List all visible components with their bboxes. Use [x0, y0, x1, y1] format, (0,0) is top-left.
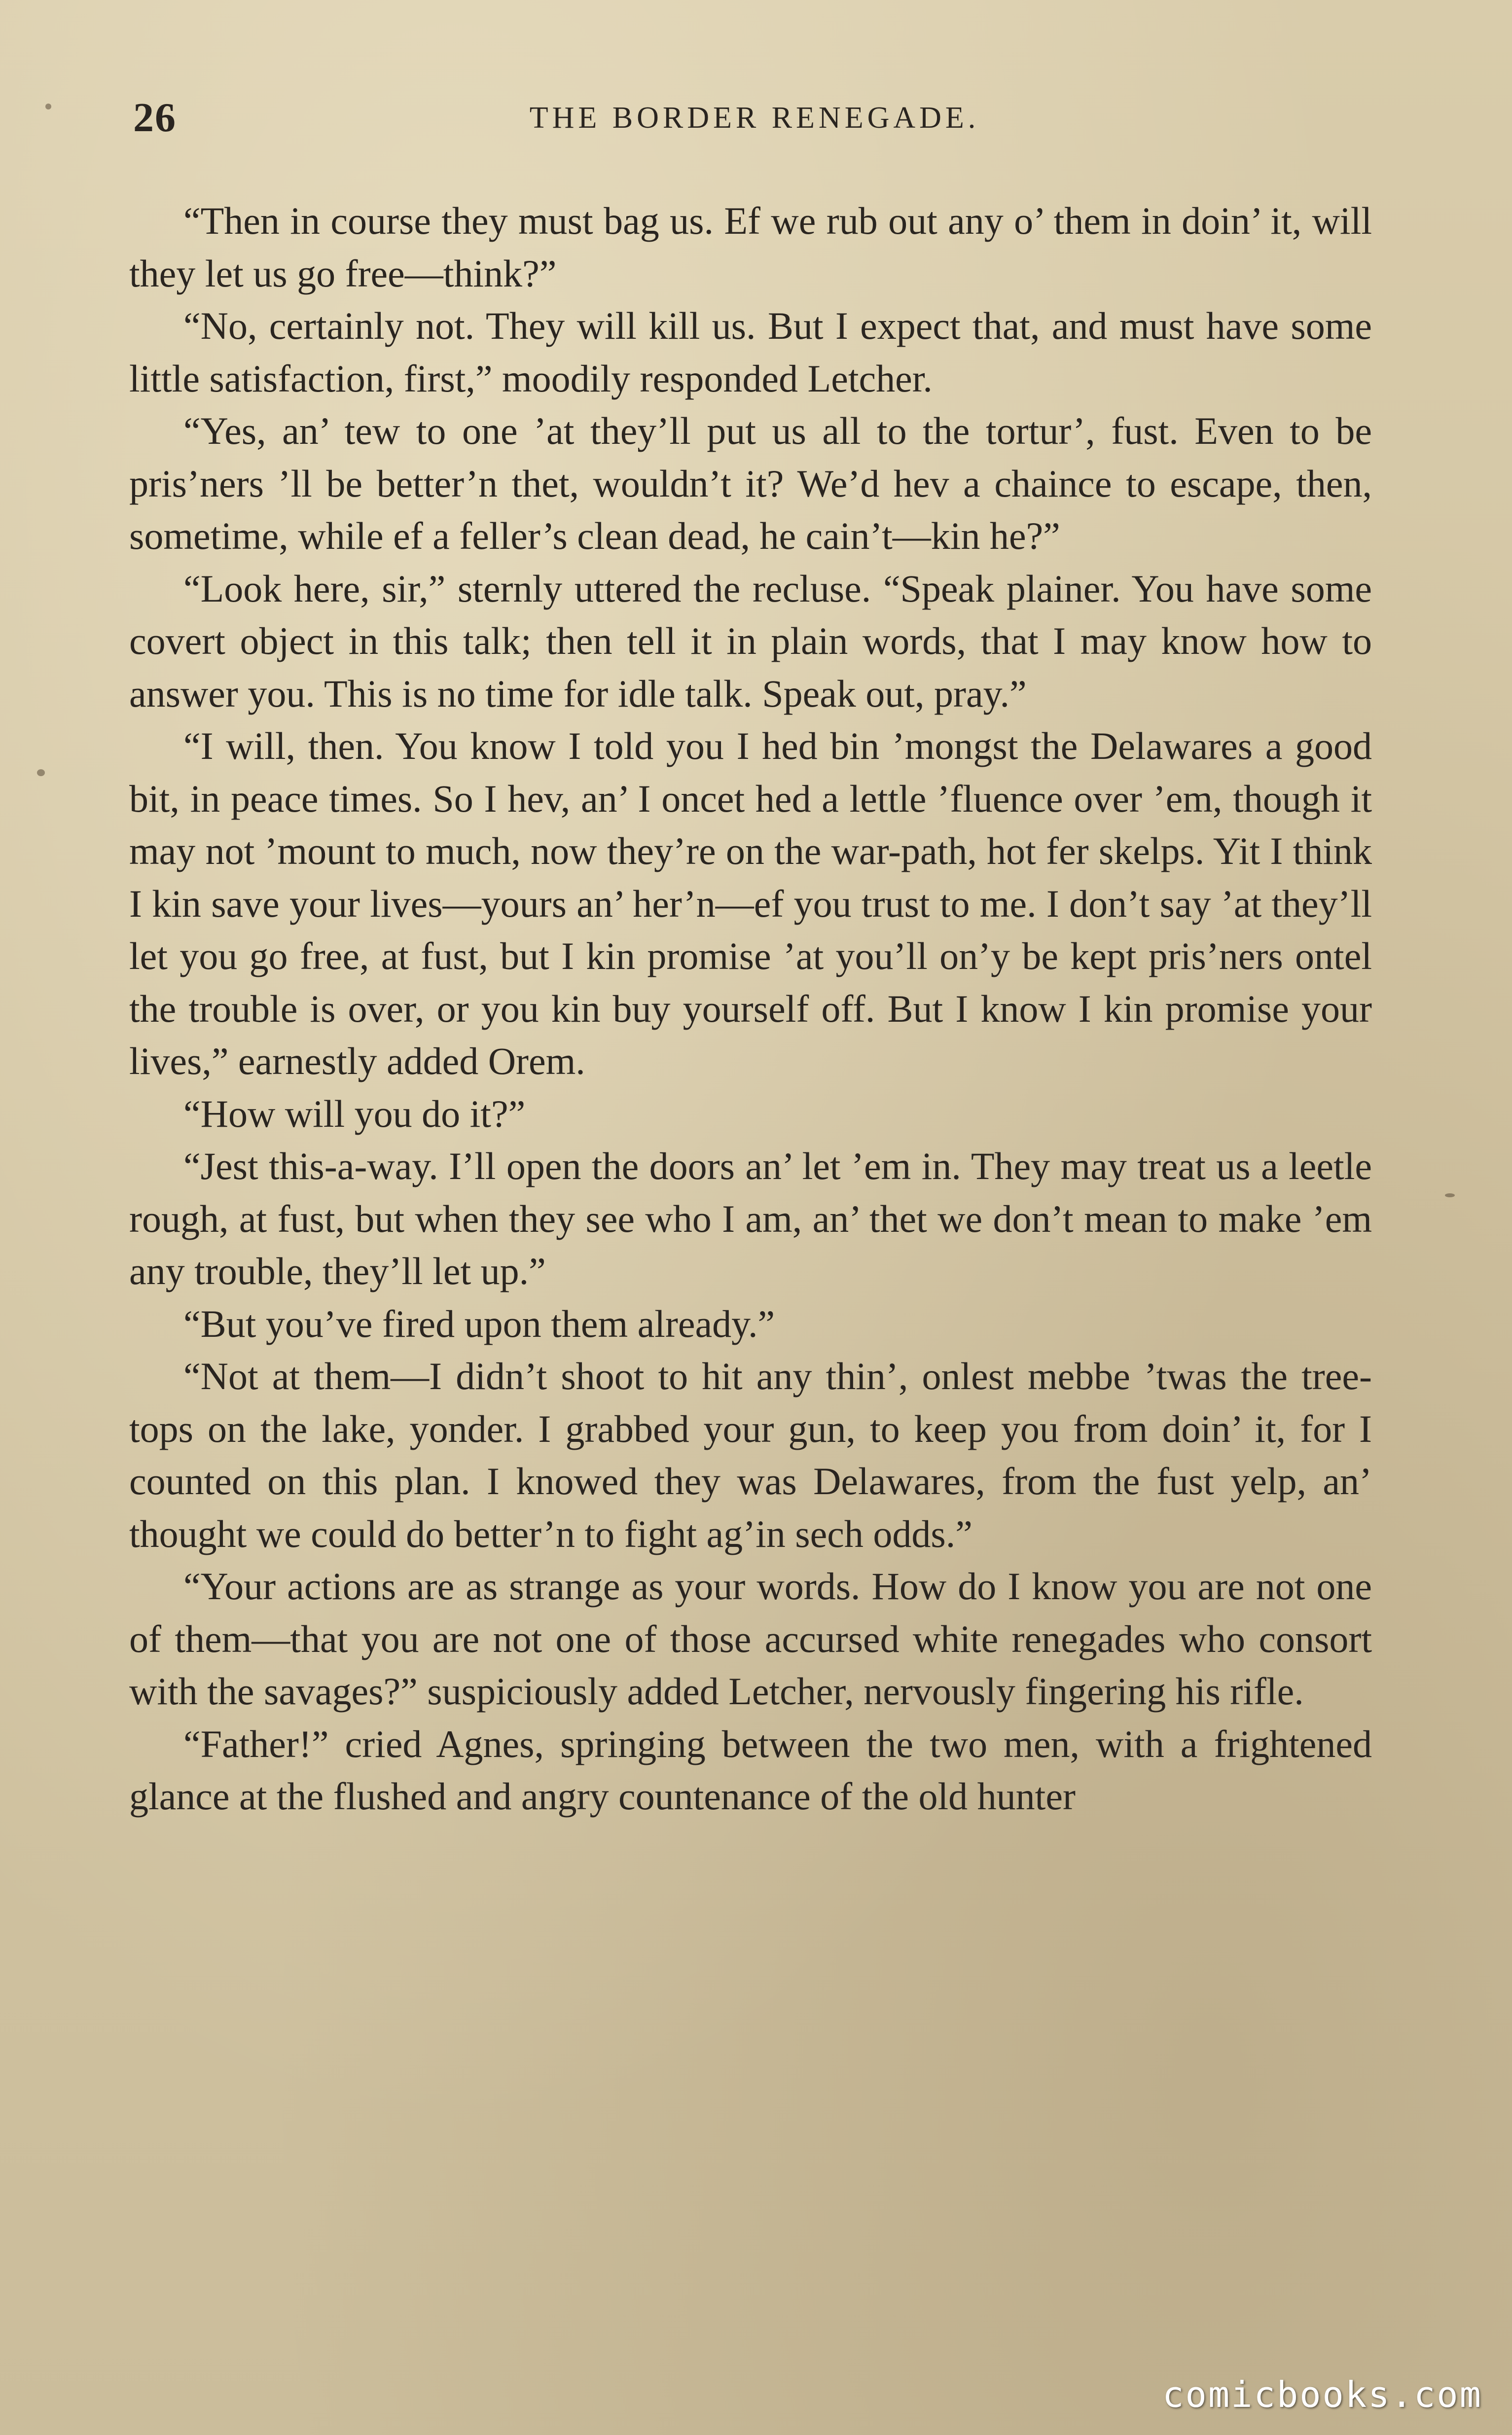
paragraph-10: “Your actions are as strange as your words. How do I know you are not one of them—that you are not one of those accursed white renegades who consort with the savages?” suspiciously added Letcher, nervously fingering his rifle.: [129, 1565, 1372, 1713]
paragraph-11: “Father!” cried Agnes, springing between the two men, with a frightened glance at the flushed and angry countenance of the old hunter: [129, 1722, 1372, 1818]
paragraph-4: “Look here, sir,” sternly uttered the recluse. “Speak plainer. You have some covert object in this talk; then tell it in plain words, that I may know how to answer you. This is no time for idle talk. Speak out, pray.”: [129, 567, 1372, 715]
paragraph-5: “I will, then. You know I told you I hed bin ’mongst the Delawares a good bit, in peace times. So I hev, an’ I oncet hed a lettle ’fluence over ’em, though it may not ’mount to much, now they’re on the war-path, hot fer skelps. Yit I think I kin save your lives—yours an’ her’n—ef you trust to me. I don’t say ’at they’ll let you go free, at fust, but I kin promise ’at you’ll on’y be kept pris’ners ontel the trouble is over, or you kin buy yourself off. But I know I kin promise your lives,” earnestly added Orem.: [129, 724, 1372, 1082]
book-title: THE BORDER RENEGADE.: [529, 101, 980, 135]
paragraph-8: “But you’ve fired upon them already.”: [183, 1302, 775, 1345]
running-head: [133, 94, 1376, 148]
page-number: 26: [133, 95, 177, 141]
paragraph-6: “How will you do it?”: [183, 1092, 526, 1135]
paper-speck: [45, 104, 51, 109]
paragraph-7: “Jest this-a-way. I’ll open the doors an’ let ’em in. They may treat us a leetle rough, at fust, but when they see who I am, an’ thet we don’t mean to make ’em any trouble, they’ll let up.”: [129, 1145, 1372, 1292]
paragraph-3: “Yes, an’ tew to one ’at they’ll put us all to the tortur’, fust. Even to be pris’ners ’ll be better’n thet, wouldn’t it? We’d hev a chaince to escape, then, sometime, while ef a feller’s clean dead, he cain’t—kin he?”: [129, 409, 1372, 557]
paragraph-2: “No, certainly not. They will kill us. But I expect that, and must have some little satisfaction, first,” moodily responded Letcher.: [129, 304, 1372, 400]
paper-speck: [1445, 1193, 1455, 1197]
paragraph-9: “Not at them—I didn’t shoot to hit any thin’, onlest mebbe ’twas the tree-tops on the lake, yonder. I grabbed your gun, to keep you from doin’ it, for I counted on this plan. I knowed they was Delawares, from the fust yelp, an’ thought we could do better’n to fight ag’in sech odds.”: [129, 1355, 1372, 1555]
paper-speck: [37, 769, 45, 776]
paragraph-1: “Then in course they must bag us. Ef we rub out any o’ them in doin’ it, will they let us go free—think?”: [129, 199, 1372, 295]
watermark-text: comicbooks.com: [1162, 2374, 1482, 2415]
body-text: [129, 195, 1372, 1823]
